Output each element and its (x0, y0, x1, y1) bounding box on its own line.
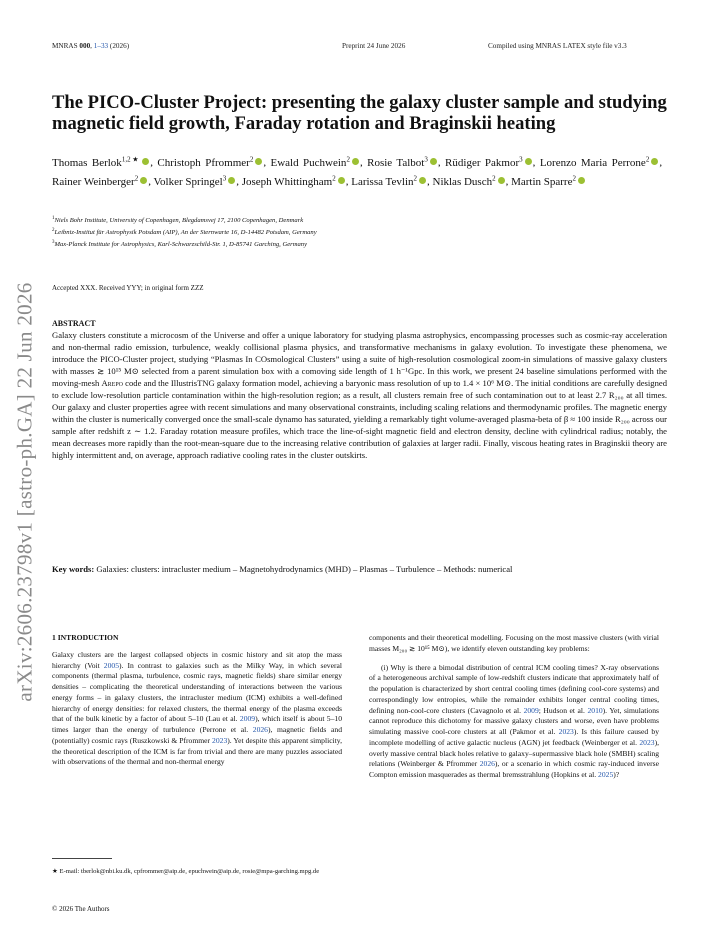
orcid-icon[interactable] (142, 158, 149, 165)
author (367, 157, 438, 169)
accepted-line: Accepted XXX. Received YYY; in original form ZZZ (52, 284, 204, 292)
author-affiliation-mark: 2 (134, 174, 139, 183)
keywords-label: Key words: (52, 564, 95, 574)
author (242, 176, 346, 188)
orcid-icon[interactable] (525, 158, 532, 165)
footnote-rule (52, 858, 112, 859)
author-name: Christoph Pfrommer (157, 156, 250, 169)
abstract-body: Galaxy clusters constitute a microcosm of the Universe and offer a unique laboratory for studying plasma astrophysics, encompassing processes such as cosmic-ray acceleration and non-thermal radio emission, turbulence, weakly collisional plasma physics, and transformative mechanisms in galaxy evolution. To investigate these phenomena, we introduce the PICO-Cluster project, studying “Plasmas In COsmological Clusters” using a suite of high-resolution cosmological zoom-in simulations of massive galaxy clusters with masses ≳ 10¹⁵ M⊙ selected from a parent simulation box with a comoving side length of 1 h⁻¹Gpc. In this work, we present 24 baseline simulations performed with the moving-mesh Arepo code and the IllustrisTNG galaxy formation model, achieving a baryonic mass resolution of up to 1.4 × 10⁶ M⊙. The initial conditions are carefully designed to exclude low-resolution particle contamination within the high-resolution region; as a result, all clusters remain free of such contamination out to at least 2.7 R₂₀₀ at all times. Our galaxy and cluster properties agree with recent simulations and many observational constraints, including scaling relations and thermodynamic profiles. The magnetic energy within the cluster is numerically converged once the small-scale dynamo has saturated, yielding a remarkably tight volume-averaged plasma-beta of β ≈ 100 inside R₂₀₀ across our sample after redshift z ∼ 1.2. Faraday rotation measure profiles, which trace the line-of-sight magnetic field and electron density, decline with cylindrical radius; notably, the mean decreases more rapidly than the root-mean-square due to the increasing relative contribution of galaxies at larger radii. Finally, viscous heating rates in Braginskii theory are highly intermittent and, on average, approach radiative cooling rates in the cluster outskirts. (52, 330, 667, 460)
affiliation (52, 214, 652, 226)
orcid-icon[interactable] (140, 177, 147, 184)
citation-link[interactable]: 2023 (639, 737, 655, 747)
paper-title: The PICO-Cluster Project: presenting the galaxy cluster sample and studying magnetic field growth, Faraday rotation and Braginskii heating (52, 92, 667, 134)
intro-left-column (52, 633, 342, 768)
citation-link[interactable]: 2009 (523, 705, 539, 715)
author (445, 157, 533, 169)
arxiv-stamp (10, 222, 40, 762)
author-name: Rainer Weinberger (52, 176, 135, 189)
author-name: Rüdiger Pakmor (445, 156, 520, 169)
author-affiliation-mark: 3 (222, 174, 227, 183)
author-name: Rosie Talbot (367, 156, 425, 169)
author-name: Niklas Dusch (432, 176, 493, 189)
intro-right-column (369, 633, 659, 781)
author-affiliation-mark: 2 (249, 155, 254, 163)
author-name: Larissa Tevlin (351, 176, 414, 189)
author-affiliation-mark: 2 (332, 174, 336, 183)
abstract-heading: ABSTRACT (52, 319, 96, 328)
orcid-icon[interactable] (430, 158, 437, 165)
footnote-email: ★ E-mail: tberlok@nbi.ku.dk, cpfrommer@aip.de, epuchwein@aip.de, rosie@mpa-garching.mpg.de (52, 868, 320, 875)
affiliation-text: Niels Bohr Institute, University of Copenhagen, Blegdamsvej 17, 2100 Copenhagen, Denmark (54, 217, 304, 225)
intro-paragraph-continued: components and their theoretical modelling. Focusing on the most massive clusters (with virial masses M₂₀₀ ≳ 10¹⁵ M⊙), we identify eleven outstanding key problems: (369, 633, 659, 653)
affiliation-list (52, 214, 652, 249)
author-affiliation-mark: 1,2★ (121, 155, 141, 163)
affiliation-number: 2 (52, 227, 55, 233)
author-list: Thomas Berlok$^{1,2★}$ , Christoph Pfrommer$^2$ , Ewald Puchwein$^2$ , Rosie Talbot$^3$ , Rüdiger Pakmor$^3$ , Lorenzo Maria Perrone$^2$ , Rainer Weinberger$^2$ , Volker Springel$^3$ , Joseph Whittingham$^2$ , Larissa Tevlin$^2$ , Niklas Dusch$^2$ , Martin Sparre$^2$ (52, 155, 663, 189)
author-affiliation-mark: 2 (346, 155, 350, 163)
citation-link[interactable]: 2023 (212, 735, 228, 745)
author-affiliation-mark: 3 (519, 155, 523, 163)
orcid-icon[interactable] (352, 158, 359, 165)
author (433, 176, 506, 188)
author-name: Lorenzo Maria Perrone (539, 156, 646, 169)
author-affiliation-mark: 3 (424, 155, 428, 163)
author (351, 176, 427, 188)
citation-link[interactable]: 2023 (558, 727, 574, 736)
citation-link[interactable]: 2025 (598, 770, 614, 779)
orcid-icon[interactable] (255, 158, 262, 165)
orcid-icon[interactable] (419, 177, 426, 184)
author-affiliation-mark: 2 (645, 155, 650, 163)
author (271, 157, 360, 169)
keywords (52, 563, 667, 575)
section-heading-introduction: 1 INTRODUCTION (52, 633, 119, 642)
author (157, 157, 263, 169)
running-header-journal: MNRAS 000, 1–33 (2026) (52, 42, 130, 50)
author (511, 176, 586, 188)
orcid-icon[interactable] (498, 177, 505, 184)
orcid-icon[interactable] (338, 177, 345, 184)
author-name: Martin Sparre (511, 176, 573, 189)
author-name: Ewald Puchwein (270, 156, 347, 169)
orcid-icon[interactable] (228, 177, 235, 184)
affiliation (52, 238, 652, 250)
copyright-line: © 2026 The Authors (52, 905, 110, 913)
affiliation (52, 226, 652, 238)
author-name: Joseph Whittingham (241, 176, 333, 189)
citation-link[interactable]: 2010 (587, 705, 603, 715)
author-affiliation-mark: 2 (492, 174, 496, 183)
author (540, 157, 659, 169)
author (52, 176, 148, 188)
running-header-preprint: Preprint 24 June 2026 (342, 42, 406, 50)
pages-link[interactable]: 1–33 (93, 42, 109, 50)
citation-link[interactable]: 2005 (103, 660, 119, 670)
code-name: Arepo (101, 377, 123, 388)
arxiv-identifier[interactable]: arXiv:2606.23798v1 [astro-ph.GA] 22 Jun 2026 (12, 282, 37, 702)
orcid-icon[interactable] (578, 177, 585, 184)
problem-i-paragraph: (i) Why is there a bimodal distribution of central ICM cooling times? X-ray observations of a heterogeneous archival sample of low-redshift clusters indicate that approximately half of the population is characterized by short central cooling times (defining cool-core systems) and correspondingly low entropies, while the remainder exhibits longer central cooling times, defining non-cool-core clusters (Cavagnolo et al. 2009; Hudson et al. 2010). Yet, simulations cannot reproduce this dichotomy for massive galaxy clusters and worse, even have problems simulating massive cool-core clusters at all (Pakmor et al. 2023). Is this failure caused by incomplete modelling of active galactic nucleus (AGN) jet feedback (Weinberger et al. 2023), overly massive central black holes relative to galaxy–supermassive black hole (SMBH) scaling relations (Weinberger & Pfrommer 2026), or a scenario in which cosmic ray-induced inverse Compton emission masquerades as thermal bremsstrahlung (Hopkins et al. 2025)? (369, 662, 660, 779)
keywords-text: Galaxies: clusters: intracluster medium – Magnetohydrodynamics (MHD) – Plasmas – Turbulence – Methods: numerical (94, 564, 513, 574)
orcid-icon[interactable] (651, 158, 658, 165)
volume-number: 000 (79, 42, 91, 50)
intro-paragraph-1: Galaxy clusters are the largest collapsed objects in cosmic history and sit atop the mass hierarchy (Voit 2005). In contrast to galaxies such as the Milky Way, in which several components (thermal plasma, turbulence, cosmic rays, magnetic fields) share similar energy densities – complicating the theoretical understanding of interactions between the various energy forms – in galaxy clusters, the intracluster medium (ICM) exhibits a well-defined hierarchy of energy densities: for relaxed clusters, the thermal energy of the plasma exceeds that of the bulk kinetic by a factor of about 5–10 (Lau et al. 2009), which itself is about 5–10 times larger than the energy of turbulence (Perrone et al. 2026), magnetic fields and (potentially) cosmic rays (Ruszkowski & Pfrommer 2023). Yet despite this apparent simplicity, the theoretical description of the ICM is far from trivial and there are many puzzles associated with observations of the thermal and non-thermal energy (52, 649, 342, 767)
author (154, 176, 237, 188)
citation-link[interactable]: 2009 (239, 714, 256, 724)
affiliation-text: Max-Planck Institute for Astrophysics, Karl-Schwarzschild-Str. 1, D-85741 Garching, Germany (54, 240, 307, 248)
affiliation-number: 1 (52, 216, 55, 221)
author (52, 157, 150, 169)
citation-link[interactable]: 2026 (479, 759, 495, 769)
running-header-compiled: Compiled using MNRAS LATEX style file v3.3 (488, 42, 627, 50)
affiliation-text: Leibniz-Institut für Astrophysik Potsdam (AIP), An der Sternwarte 16, D-14482 Potsdam, Germany (54, 228, 317, 236)
citation-link[interactable]: 2026 (252, 725, 268, 734)
author-name: Thomas Berlok (52, 156, 122, 169)
author-affiliation-mark: 2 (572, 174, 576, 183)
affiliation-number: 3 (52, 239, 55, 245)
author-name: Volker Springel (153, 176, 223, 189)
author-affiliation-mark: 2 (413, 174, 417, 183)
